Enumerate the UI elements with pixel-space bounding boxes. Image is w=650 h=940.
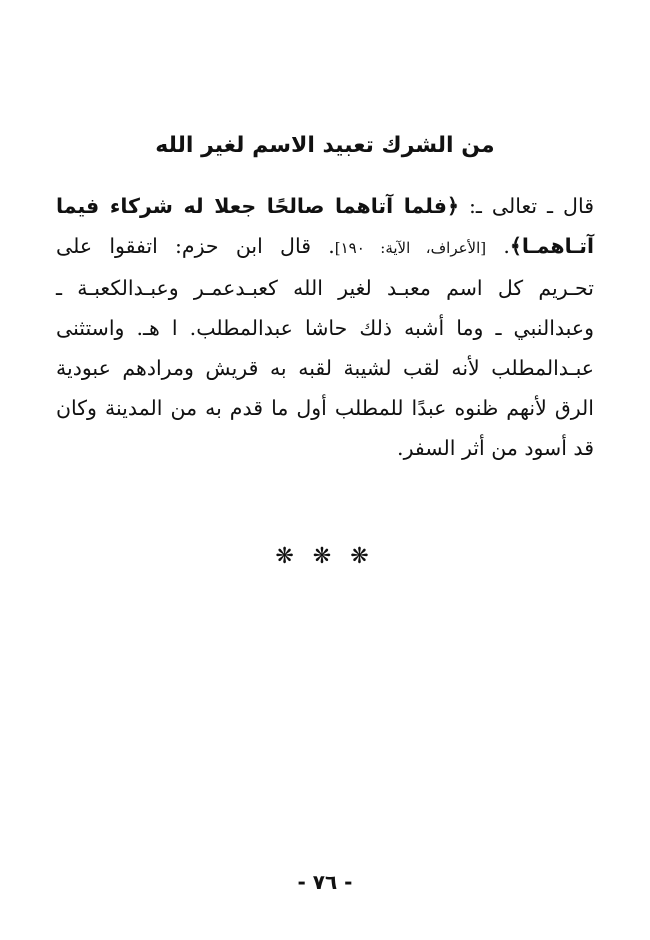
verse-reference: [الأعراف، الآية: ١٩٠] <box>334 239 487 257</box>
page-number: - ٧٦ - <box>297 870 353 894</box>
text-line-2 <box>56 226 594 268</box>
text-line-7: قد أسود من أثر السفر. <box>397 436 594 460</box>
text-line-1 <box>56 186 594 226</box>
quran-verse: ﴿فلما آتاهما صالحًا جعلا له شركاء فيما <box>56 194 459 218</box>
text-line-4: وعبدالنبي ـ وما أشبه ذلك حاشا عبدالمطلب. ا هـ. واستثنى <box>56 316 594 340</box>
text-line-3: تحـريم كل اسم معبـد لغير الله كعبـدعمـر وعبـدالكعبـة ـ <box>56 276 594 300</box>
text-segment: قال ـ تعالى ـ: <box>458 194 594 218</box>
text-segment: . قال ابن حزم: اتفقوا على <box>56 234 335 258</box>
text-segment: . <box>486 234 510 258</box>
section-title: من الشرك تعبيد الاسم لغير الله <box>155 133 495 158</box>
text-line-6: الرق لأنهم ظنوه عبدًا للمطلب أول ما قدم به من المدينة وكان <box>56 396 594 420</box>
text-line-5: عبـدالمطلب لأنه لقب لشيبة لقبه به قريش ومرادهم عبودية <box>56 356 594 380</box>
quran-verse-end: آتـاهمـا﴾ <box>509 234 594 258</box>
asterism-separator: ❋ ❋ ❋ <box>275 544 375 569</box>
body-paragraph <box>56 186 594 468</box>
